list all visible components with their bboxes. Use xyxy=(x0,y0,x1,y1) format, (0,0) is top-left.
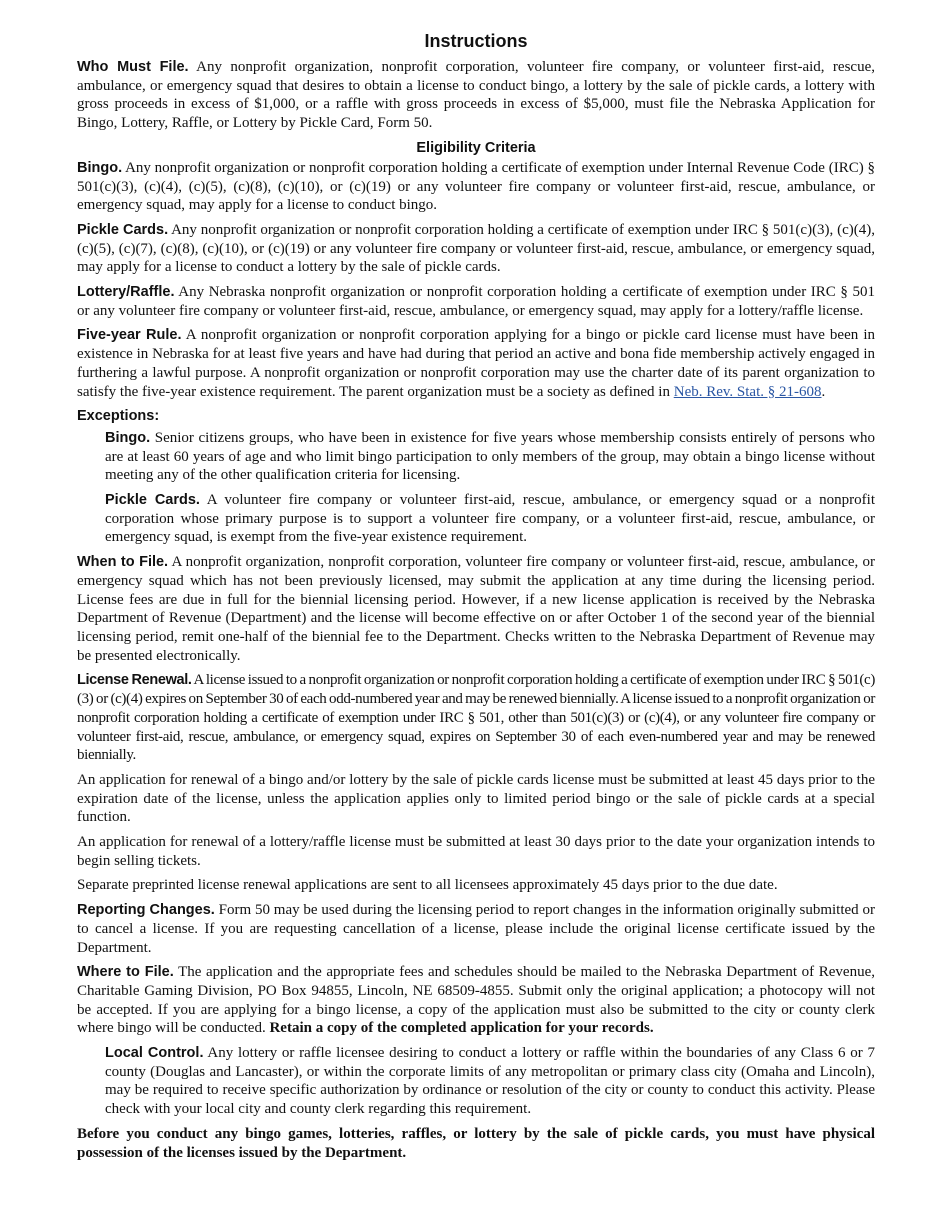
who-must-file-section xyxy=(77,58,875,133)
lottery-raffle-heading: Lottery/Raffle. xyxy=(77,284,175,301)
five-year-rule-text: A nonprofit organization or nonprofit corporation applying for a bingo or pickle card license must have been in existence in Nebraska for at least five years and have had during that period an active and bona fide membership actively engaged in furthering a lawful purpose. A nonprofit organization or nonprofit corporation may use the charter date of its parent organization to satisfy the five-year existence requirement. The parent organization must be a society as defined in xyxy=(77,327,875,400)
preprinted-renewal-paragraph: Separate preprinted license renewal applications are sent to all licensees approximately 45 days prior to the due date. xyxy=(77,877,778,894)
renewal-bingo-paragraph: An application for renewal of a bingo and/or lottery by the sale of pickle cards license must be submitted at least 45 days prior to the expiration date of the license, unless the application applies only to limited period bingo or the sale of pickle cards at a special function. xyxy=(77,771,875,826)
five-year-rule-heading: Five-year Rule. xyxy=(77,327,182,344)
lottery-raffle-text: Any Nebraska nonprofit organization or nonprofit corporation holding a certificate of exemption under IRC § 501 or any volunteer fire company or volunteer first-aid, rescue, ambulance, or emergency squad, may apply for a lottery/raffle license. xyxy=(77,284,875,319)
pickle-cards-heading: Pickle Cards. xyxy=(77,221,169,238)
license-renewal-section xyxy=(77,671,875,765)
final-note: Before you conduct any bingo games, lotteries, raffles, or lottery by the sale of pickle cards, you must have physical possession of the licenses issued by the Department. xyxy=(77,1125,875,1161)
renewal-lottery-paragraph: An application for renewal of a lottery/raffle license must be submitted at least 30 days prior to the date your organization intends to begin selling tickets. xyxy=(77,834,875,869)
where-to-file-heading: Where to File. xyxy=(77,964,174,981)
neb-rev-stat-link[interactable]: Neb. Rev. Stat. § 21-608 xyxy=(673,383,822,400)
who-must-file-text: Any nonprofit organization, nonprofit corporation, volunteer fire company, or volunteer first-aid, rescue, ambulance, or emergency squad that desires to obtain a license to conduct bingo, a lottery by the sale of pickle cards, a lottery with gross proceeds in excess of $1,000, or a raffle with gross proceeds in excess of $5,000, must file the Nebraska Application for Bingo, Lottery, Raffle, or Lottery by Pickle Card, Form 50. xyxy=(77,59,875,132)
local-control-section xyxy=(105,1044,875,1119)
five-year-rule-end: . xyxy=(821,383,826,400)
pickle-cards-section xyxy=(77,221,875,277)
local-control-text: Any lottery or raffle licensee desiring to conduct a lottery or raffle within the boundaries of any Class 6 or 7 county (Douglas and Lancaster), or within the corporate limits of any metropolitan or primary class city (Omaha and Lincoln), may be required to receive specific authorization by ordinance or resolution of the city or county to conduct this activity. Please check with your local city and county clerk regarding this requirement. xyxy=(105,1045,875,1118)
when-to-file-heading: When to File. xyxy=(77,554,169,571)
bingo-text: Any nonprofit organization or nonprofit corporation holding a certificate of exemption under Internal Revenue Code (IRC) § 501(c)(3), (c)(4), (c)(5), (c)(8), (c)(10), or (c)(19) or any volunteer fire company or volunteer first-aid, rescue, ambulance, or emergency squad, may apply for a license to conduct bingo. xyxy=(77,159,875,214)
exceptions-heading: Exceptions: xyxy=(77,408,160,425)
who-must-file-heading: Who Must File. xyxy=(77,59,189,75)
reporting-changes-heading: Reporting Changes. xyxy=(77,902,215,919)
reporting-changes-text: Form 50 may be used during the licensing period to report changes in the information originally submitted or to cancel a license. If you are requesting cancellation of a license, please include the original license certificate issued by the Department. xyxy=(77,902,875,956)
license-renewal-text: A license issued to a nonprofit organization or nonprofit corporation holding a certificate of exemption under IRC § 501(c)(3) or (c)(4) expires on September 30 of each odd-numbered year and may be renewed biennially. A license issued to a nonprofit organization or nonprofit corporation holding a certificate of exemption under IRC § 501, other than 501(c)(3) or (c)(4), or any volunteer fire company or volunteer first-aid, rescue, ambulance, or emergency squad, expires on September 30 of each even-numbered year and may be renewed biennially. xyxy=(77,672,875,764)
license-renewal-heading: License Renewal. xyxy=(77,672,192,689)
when-to-file-section xyxy=(77,553,875,665)
exception-bingo-heading: Bingo. xyxy=(105,429,151,446)
where-to-file-text: The application and the appropriate fees and schedules should be mailed to the Nebraska Department of Revenue, Charitable Gaming Division, PO Box 94855, Lincoln, NE 68509-4855. Submit only the original application; a photocopy will not be accepted. If you are applying for a bingo license, a copy of the application must also be submitted to the city or county clerk where bingo will be conducted. xyxy=(77,964,875,1037)
pickle-cards-text: Any nonprofit organization or nonprofit corporation holding a certificate of exemption under IRC § 501(c)(3), (c)(4), (c)(5), (c)(7), (c)(8), (c)(10), or (c)(19) or any volunteer fire company or volunteer first-aid, rescue, ambulance, or emergency squad, may apply for a license to conduct a lottery by the sale of pickle cards. xyxy=(77,221,875,276)
five-year-rule-section xyxy=(77,326,875,401)
local-control-heading: Local Control. xyxy=(105,1045,204,1062)
exception-pickle-cards-text: A volunteer fire company or volunteer first-aid, rescue, ambulance, or emergency squad or a nonprofit corporation whose primary purpose is to support a volunteer fire company, or a volunteer first-aid, rescue, ambulance, or emergency squad, is exempt from the five-year existence requirement. xyxy=(105,492,875,546)
retain-copy-note: Retain a copy of the completed application for your records. xyxy=(269,1020,654,1037)
bingo-section xyxy=(77,159,875,215)
exception-pickle-cards-section xyxy=(105,491,875,547)
reporting-changes-section xyxy=(77,901,875,957)
when-to-file-text: A nonprofit organization, nonprofit corporation, volunteer fire company or volunteer first-aid, rescue, ambulance, or emergency squad which has not been previously licensed, may submit the application at any time during the licensing period. License fees are due in full for the biennial licensing period. However, if a new license application is received by the Nebraska Department of Revenue (Department) and the license will become effective on or after October 1 of the second year of the biennial licensing period, remit one-half of the biennial fee to the Department. Checks written to the Nebraska Department of Revenue may be presented electronically. xyxy=(77,554,875,664)
exception-bingo-text: Senior citizens groups, who have been in existence for five years whose membership consists entirely of persons who are at least 60 years of age and who limit bingo participation to only members of the group, may obtain a bingo license without meeting any of the other qualification criteria for licensing. xyxy=(105,429,876,484)
page-title: Instructions xyxy=(424,31,528,51)
exception-bingo-section xyxy=(105,429,875,485)
exception-pickle-cards-heading: Pickle Cards. xyxy=(105,492,200,509)
eligibility-criteria-title: Eligibility Criteria xyxy=(416,139,536,156)
bingo-heading: Bingo. xyxy=(77,159,123,176)
lottery-raffle-section xyxy=(77,283,875,320)
where-to-file-section xyxy=(77,963,875,1038)
